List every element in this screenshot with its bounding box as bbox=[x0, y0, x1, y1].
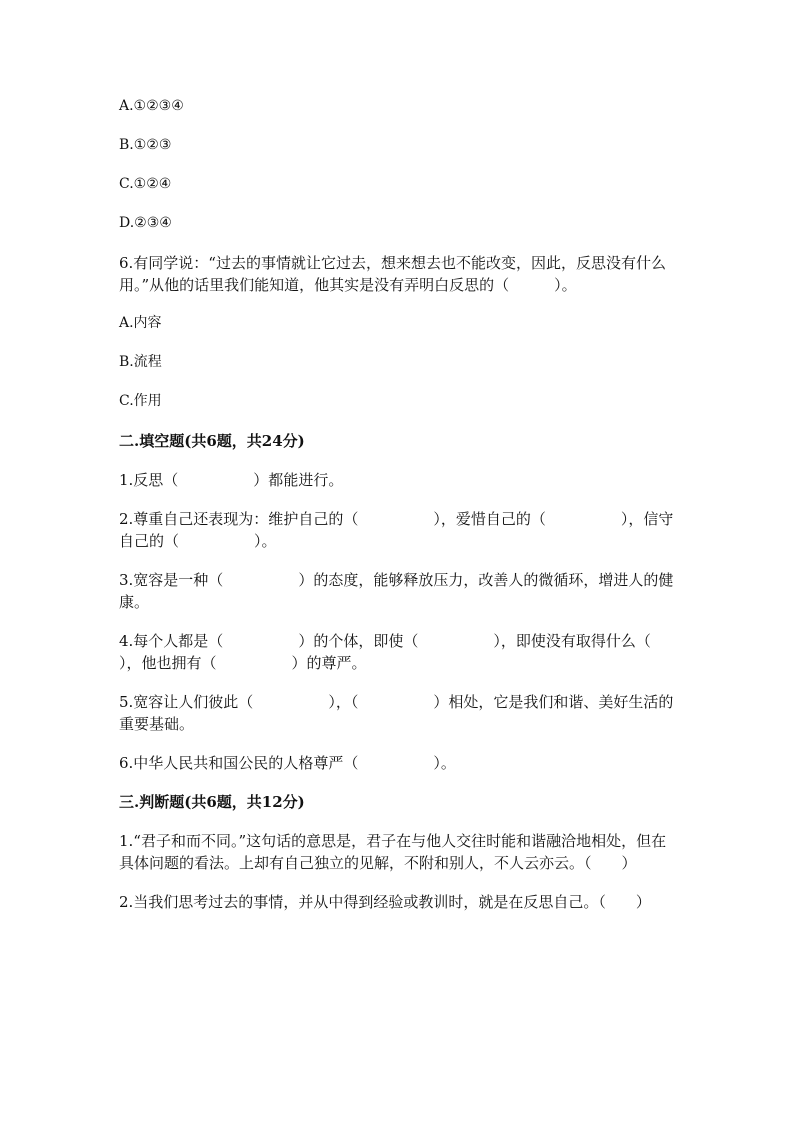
option-b: B.①②③ bbox=[119, 137, 172, 153]
option-d: D.②③④ bbox=[119, 215, 172, 231]
q6-options bbox=[119, 313, 675, 412]
option-a: A.①②③④ bbox=[119, 98, 184, 114]
section-title-true-false: 三.判断题(共6题，共12分) bbox=[119, 793, 305, 811]
fill-blank-question: 2.尊重自己还表现为：维护自己的（ ），爱惜自己的（ ），信守自己的（ ）。 bbox=[119, 510, 674, 550]
option-b: B.流程 bbox=[119, 354, 162, 370]
option-a: A.内容 bbox=[119, 315, 162, 331]
q5-options bbox=[119, 96, 675, 234]
question-6: 6.有同学说：“过去的事情就让它过去，想来想去也不能改变，因此，反思没有什么用。”从他的话里我们能知道，他其实是没有弄明白反思的（ ）。 bbox=[119, 254, 666, 294]
true-false-question: 2.当我们思考过去的事情，并从中得到经验或教训时，就是在反思自己。（ ） bbox=[119, 893, 651, 911]
option-c: C.作用 bbox=[119, 393, 162, 409]
fill-blank-question: 3.宽容是一种（ ）的态度，能够释放压力，改善人的微循环，增进人的健康。 bbox=[119, 571, 674, 611]
fill-blank-questions bbox=[119, 469, 726, 774]
section-title-fill-blank: 二.填空题(共6题，共24分) bbox=[119, 432, 305, 450]
fill-blank-question: 1.反思（ ）都能进行。 bbox=[119, 471, 344, 489]
fill-blank-question: 4.每个人都是（ ）的个体，即使（ ），即使没有取得什么（ ），他也拥有（ ）的尊严。 bbox=[119, 632, 726, 672]
true-false-question: 1.“君子和而不同。”这句话的意思是，君子在与他人交往时能和谐融洽地相处，但在具体问题的看法。上却有自己独立的见解，不附和别人，不人云亦云。（ ） bbox=[119, 832, 667, 872]
fill-blank-question: 6.中华人民共和国公民的人格尊严（ ）。 bbox=[119, 754, 456, 772]
true-false-questions bbox=[119, 830, 675, 913]
option-c: C.①②④ bbox=[119, 176, 172, 192]
fill-blank-question: 5.宽容让人们彼此（ ），（ ）相处，它是我们和谐、美好生活的重要基础。 bbox=[119, 693, 674, 733]
